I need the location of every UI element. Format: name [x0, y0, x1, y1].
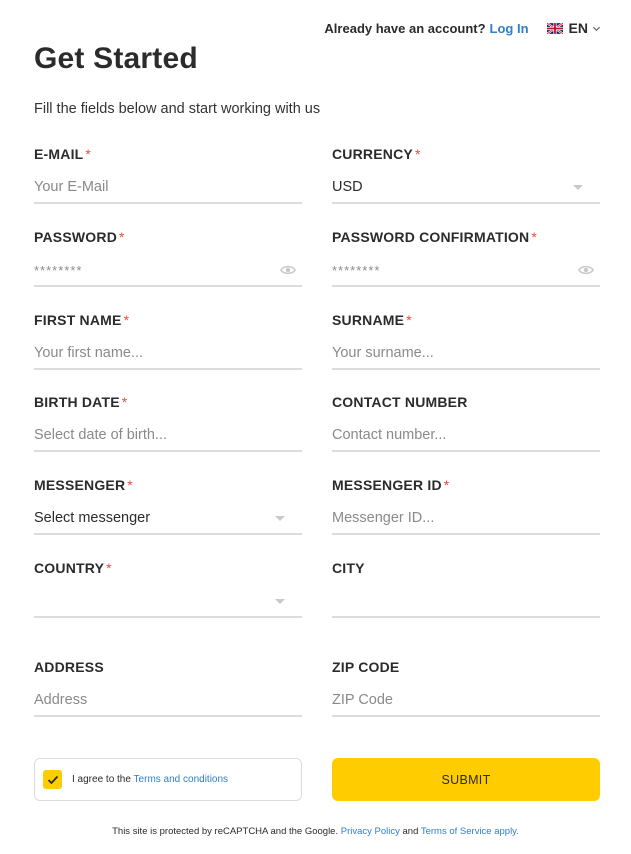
terms-agreement — [34, 758, 302, 801]
dropdown-caret-icon — [275, 599, 285, 604]
birth-date-field — [34, 393, 302, 443]
password-confirmation-value: ******** — [332, 262, 381, 278]
first-name-input[interactable] — [34, 338, 302, 370]
zip-code-label: ZIP CODE — [332, 659, 400, 675]
surname-placeholder: Your surname... — [332, 345, 434, 361]
messenger-label: MESSENGER * — [34, 477, 133, 493]
birth-date-label: BIRTH DATE * — [34, 394, 128, 410]
zip-code-field — [332, 658, 600, 708]
zip-code-placeholder: ZIP Code — [332, 692, 393, 708]
eye-icon[interactable] — [578, 264, 594, 276]
currency-select[interactable] — [332, 172, 600, 204]
contact-number-field — [332, 393, 600, 443]
dropdown-caret-icon — [573, 185, 583, 190]
city-input[interactable] — [332, 586, 600, 618]
recaptcha-notice — [0, 826, 631, 837]
terms-checkbox[interactable] — [43, 770, 62, 789]
terms-of-service-link[interactable]: Terms of Service apply. — [420, 826, 519, 837]
city-label: CITY — [332, 560, 365, 576]
messenger-id-label: MESSENGER ID * — [332, 477, 450, 493]
footer-and: and — [402, 826, 419, 837]
email-placeholder: Your E-Mail — [34, 179, 109, 195]
address-input[interactable] — [34, 685, 302, 717]
password-confirmation-field — [332, 228, 600, 278]
email-input[interactable] — [34, 172, 302, 204]
top-bar — [324, 19, 601, 37]
birth-date-input[interactable] — [34, 420, 302, 452]
email-field — [34, 145, 302, 195]
checkmark-icon — [47, 775, 59, 785]
currency-label: CURRENCY * — [332, 146, 421, 162]
page-title: Get Started — [34, 42, 198, 75]
password-confirmation-label: PASSWORD CONFIRMATION * — [332, 229, 537, 245]
messenger-id-input[interactable] — [332, 503, 600, 535]
surname-field — [332, 311, 600, 361]
dropdown-caret-icon — [275, 516, 285, 521]
address-field — [34, 658, 302, 708]
terms-link[interactable]: Terms and conditions — [133, 774, 229, 785]
address-label: ADDRESS — [34, 659, 104, 675]
login-link[interactable]: Log In — [489, 20, 529, 36]
birth-date-placeholder: Select date of birth... — [34, 427, 167, 443]
messenger-id-placeholder: Messenger ID... — [332, 510, 435, 526]
messenger-value: Select messenger — [34, 510, 151, 526]
country-select[interactable] — [34, 586, 302, 618]
password-value: ******** — [34, 262, 83, 278]
eye-icon[interactable] — [280, 264, 296, 276]
city-field — [332, 559, 600, 577]
uk-flag-icon — [547, 23, 563, 34]
contact-number-label: CONTACT NUMBER — [332, 394, 468, 410]
password-input[interactable] — [34, 255, 302, 287]
password-confirmation-input[interactable] — [332, 255, 600, 287]
page-subtitle: Fill the fields below and start working with us — [34, 101, 321, 117]
first-name-label: FIRST NAME * — [34, 312, 130, 328]
submit-button[interactable]: SUBMIT — [332, 758, 600, 801]
email-label: E-MAIL * — [34, 146, 92, 162]
messenger-field — [34, 476, 302, 526]
privacy-policy-link[interactable]: Privacy Policy — [340, 826, 400, 837]
first-name-placeholder: Your first name... — [34, 345, 144, 361]
account-question: Already have an account? — [324, 20, 486, 36]
surname-input[interactable] — [332, 338, 600, 370]
contact-number-input[interactable] — [332, 420, 600, 452]
language-selector[interactable] — [547, 20, 601, 36]
currency-value: USD — [332, 179, 363, 195]
language-code: EN — [568, 20, 588, 36]
first-name-field — [34, 311, 302, 361]
password-label: PASSWORD * — [34, 229, 125, 245]
contact-number-placeholder: Contact number... — [332, 427, 447, 443]
terms-prefix: I agree to the — [72, 774, 131, 785]
terms-text — [72, 774, 228, 785]
chevron-down-icon — [592, 24, 601, 33]
address-placeholder: Address — [34, 692, 88, 708]
password-field — [34, 228, 302, 278]
messenger-select[interactable] — [34, 503, 302, 535]
zip-code-input[interactable] — [332, 685, 600, 717]
recaptcha-text: This site is protected by reCAPTCHA and the Google. — [112, 826, 339, 837]
country-label: COUNTRY * — [34, 560, 112, 576]
country-field — [34, 559, 302, 577]
currency-field — [332, 145, 600, 195]
surname-label: SURNAME * — [332, 312, 412, 328]
messenger-id-field — [332, 476, 600, 526]
